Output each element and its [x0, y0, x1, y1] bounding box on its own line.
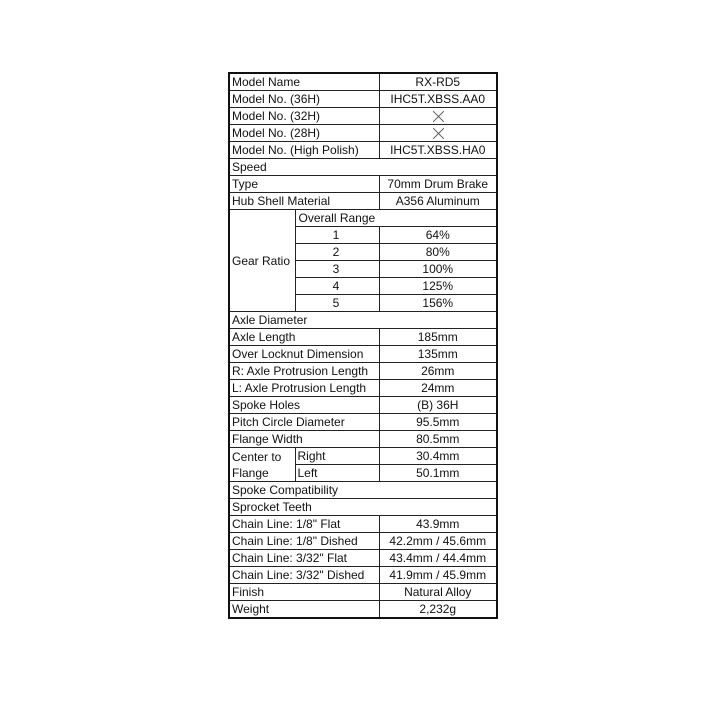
row-label: Model No. (36H) [229, 91, 379, 108]
row-label: Hub Shell Material [229, 193, 379, 210]
row-label: R: Axle Protrusion Length [229, 363, 379, 380]
gear-ratio-value: 125% [379, 278, 497, 295]
table-row [229, 499, 497, 516]
table-row [229, 567, 497, 584]
row-label: Sprocket Teeth [229, 499, 497, 516]
left-value: 50.1mm [379, 465, 497, 482]
row-value: 41.9mm / 45.9mm [379, 567, 497, 584]
row-label: Weight [229, 601, 379, 619]
row-value: A356 Aluminum [379, 193, 497, 210]
row-label: Chain Line: 3/32" Dished [229, 567, 379, 584]
table-row [229, 431, 497, 448]
table-row [229, 329, 497, 346]
row-value: 43.4mm / 44.4mm [379, 550, 497, 567]
row-value: 135mm [379, 346, 497, 363]
row-value: 70mm Drum Brake [379, 176, 497, 193]
row-value: 43.9mm [379, 516, 497, 533]
row-label: Type [229, 176, 379, 193]
row-value: 80.5mm [379, 431, 497, 448]
table-row [229, 397, 497, 414]
table-row [229, 108, 497, 125]
row-value [379, 108, 497, 125]
table-row [229, 142, 497, 159]
row-label: Axle Length [229, 329, 379, 346]
table-row [229, 414, 497, 431]
row-value: 26mm [379, 363, 497, 380]
table-row [229, 601, 497, 619]
row-value: 42.2mm / 45.6mm [379, 533, 497, 550]
table-row [229, 73, 497, 91]
row-label: Model No. (High Polish) [229, 142, 379, 159]
row-label: Finish [229, 584, 379, 601]
table-row [229, 346, 497, 363]
row-value: IHC5T.XBSS.AA0 [379, 91, 497, 108]
row-label: Spoke Compatibility [229, 482, 497, 499]
row-label: Speed [229, 159, 497, 176]
row-value: 24mm [379, 380, 497, 397]
gear-number: 3 [295, 261, 379, 278]
gear-ratio-value: 100% [379, 261, 497, 278]
row-label: Chain Line: 3/32" Flat [229, 550, 379, 567]
gear-number: 4 [295, 278, 379, 295]
overall-range-label: Overall Range [295, 210, 497, 227]
row-value: RX-RD5 [379, 73, 497, 91]
table-row [229, 91, 497, 108]
center-to-flange-line1: Center to [232, 449, 282, 464]
row-label: Over Locknut Dimension [229, 346, 379, 363]
row-label: Model Name [229, 73, 379, 91]
gear-number: 5 [295, 295, 379, 312]
row-label: Model No. (32H) [229, 108, 379, 125]
gear-ratio-value: 80% [379, 244, 497, 261]
gear-ratio-value: 64% [379, 227, 497, 244]
row-label: Axle Diameter [229, 312, 497, 329]
gear-ratio-label: Gear Ratio [229, 210, 295, 312]
row-label: Flange Width [229, 431, 379, 448]
row-value [379, 125, 497, 142]
table-row [229, 312, 497, 329]
gear-ratio-value: 156% [379, 295, 497, 312]
right-value: 30.4mm [379, 448, 497, 465]
row-label: Model No. (28H) [229, 125, 379, 142]
row-label: Chain Line: 1/8" Flat [229, 516, 379, 533]
table-row [229, 448, 497, 465]
table-row [229, 125, 497, 142]
gear-number: 1 [295, 227, 379, 244]
gear-number: 2 [295, 244, 379, 261]
table-row [229, 380, 497, 397]
left-label: Left [295, 465, 379, 482]
x-mark-icon [432, 111, 444, 123]
row-label: L: Axle Protrusion Length [229, 380, 379, 397]
table-row [229, 176, 497, 193]
table-row [229, 363, 497, 380]
row-value: 95.5mm [379, 414, 497, 431]
table-row [229, 533, 497, 550]
row-value: (B) 36H [379, 397, 497, 414]
row-value: 2,232g [379, 601, 497, 619]
table-row [229, 193, 497, 210]
spec-table [228, 72, 498, 619]
table-row [229, 516, 497, 533]
x-mark-icon [432, 128, 444, 140]
table-row [229, 584, 497, 601]
table-row [229, 550, 497, 567]
row-label: Spoke Holes [229, 397, 379, 414]
table-row [229, 482, 497, 499]
center-to-flange-line2: Flange [232, 465, 269, 480]
row-value: IHC5T.XBSS.HA0 [379, 142, 497, 159]
table-row [229, 159, 497, 176]
right-label: Right [295, 448, 379, 465]
row-label: Chain Line: 1/8" Dished [229, 533, 379, 550]
row-label: Pitch Circle Diameter [229, 414, 379, 431]
table-row [229, 210, 497, 227]
row-value: 185mm [379, 329, 497, 346]
row-value: Natural Alloy [379, 584, 497, 601]
center-to-flange-label [229, 448, 295, 482]
